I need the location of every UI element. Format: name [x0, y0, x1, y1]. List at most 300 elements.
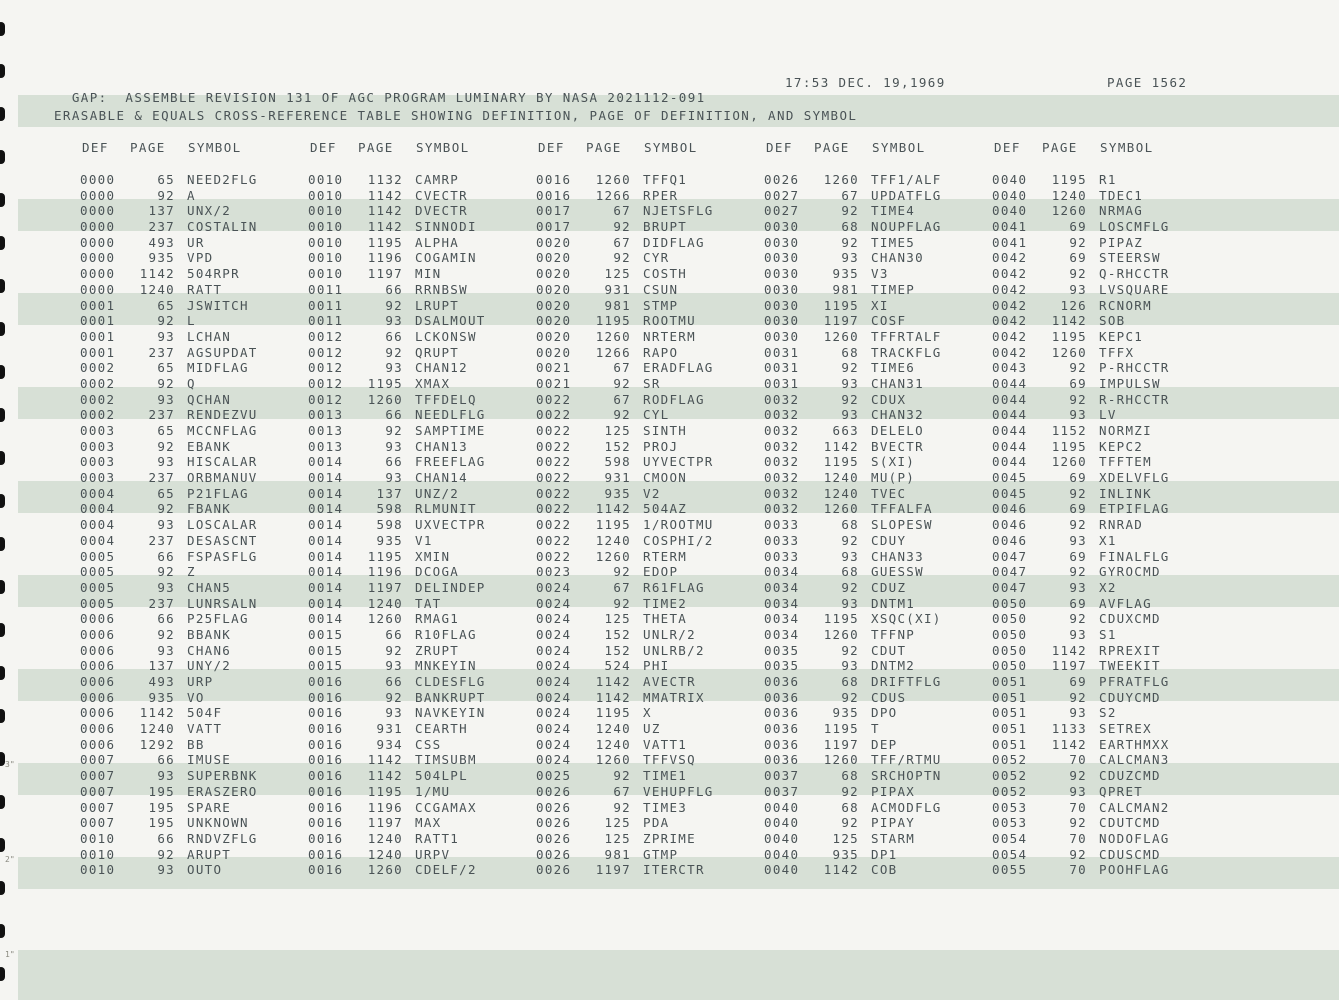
cell-page: 137	[148, 203, 175, 219]
table-row	[992, 329, 1170, 345]
cell-def: 0017	[536, 203, 572, 219]
cell-def: 0016	[308, 768, 344, 784]
cell-page: 1240	[139, 721, 175, 737]
table-row	[536, 627, 714, 643]
table-row	[80, 407, 258, 423]
table-row	[308, 219, 486, 235]
cell-symbol: STEERSW	[1099, 250, 1161, 266]
table-row	[992, 611, 1170, 627]
assembly-info: GAP: ASSEMBLE REVISION 131 OF AGC PROGRAM LUMINARY BY NASA 2021112-091	[71, 90, 706, 105]
cell-symbol: STARM	[871, 830, 916, 846]
cell-symbol: CALCMAN3	[1099, 752, 1170, 768]
cell-page: 93	[841, 595, 859, 611]
cell-def: 0030	[764, 313, 800, 329]
cell-symbol: QRUPT	[415, 344, 460, 360]
cell-page: 92	[1069, 611, 1087, 627]
table-row	[536, 831, 714, 847]
cell-page: 92	[157, 375, 175, 391]
cell-symbol: JSWITCH	[187, 297, 249, 313]
cell-symbol: TIME2	[643, 595, 688, 611]
cell-page: 1142	[367, 752, 403, 768]
cell-symbol: 504AZ	[643, 501, 688, 517]
cell-page: 1260	[595, 172, 631, 187]
cell-def: 0016	[536, 187, 572, 203]
cell-symbol: CHAN32	[871, 407, 924, 423]
cell-def: 0012	[308, 344, 344, 360]
cell-def: 0024	[536, 721, 572, 737]
table-row	[764, 329, 942, 345]
table-row	[764, 454, 942, 470]
cell-page: 1240	[139, 281, 175, 297]
cell-page: 92	[841, 203, 859, 219]
cell-page: 92	[385, 423, 403, 438]
cell-page: 1142	[139, 266, 175, 282]
cell-def: 0050	[992, 611, 1028, 627]
cell-symbol: MNKEYIN	[415, 658, 477, 674]
cell-symbol: EDOP	[643, 564, 679, 580]
cell-def: 0051	[992, 721, 1028, 737]
cell-page: 1142	[1051, 736, 1087, 752]
cell-def: 0051	[992, 689, 1028, 705]
cell-symbol: TFFALFA	[871, 501, 933, 517]
cell-symbol: ITERCTR	[643, 862, 705, 878]
cell-page: 935	[832, 846, 859, 862]
cell-def: 0032	[764, 501, 800, 517]
cell-def: 0024	[536, 579, 572, 595]
cell-def: 0006	[80, 658, 116, 674]
cell-page: 1260	[367, 611, 403, 627]
table-row	[536, 282, 714, 298]
cell-symbol: CVECTR	[415, 187, 468, 203]
table-row	[764, 800, 942, 816]
cell-page: 67	[613, 579, 631, 595]
cell-symbol: FSPASFLG	[187, 548, 258, 564]
cell-def: 0000	[80, 281, 116, 297]
cell-page: 195	[148, 783, 175, 799]
table-row	[308, 486, 486, 502]
table-row	[80, 847, 258, 863]
table-row	[764, 533, 942, 549]
table-row	[308, 345, 486, 361]
cell-def: 0025	[536, 768, 572, 784]
cell-symbol: ZPRIME	[643, 830, 696, 846]
table-row	[308, 831, 486, 847]
table-row	[80, 345, 258, 361]
cell-def: 0046	[992, 517, 1028, 533]
cell-page: 70	[1069, 830, 1087, 846]
cell-symbol: PFRATFLG	[1099, 674, 1170, 689]
cell-page: 1142	[595, 674, 631, 689]
cell-page: 1260	[823, 626, 859, 642]
header-def: DEF	[82, 140, 109, 155]
cell-symbol: KEPC2	[1099, 438, 1144, 454]
cell-page: 67	[613, 234, 631, 250]
cell-def: 0023	[536, 564, 572, 580]
cell-page: 1142	[595, 501, 631, 517]
table-row	[992, 847, 1170, 863]
cell-def: 0022	[536, 423, 572, 438]
table-row	[764, 517, 942, 533]
cell-page: 69	[1069, 250, 1087, 266]
cell-page: 92	[157, 313, 175, 329]
cell-def: 0024	[536, 736, 572, 752]
cell-def: 0006	[80, 736, 116, 752]
cell-def: 0030	[764, 219, 800, 235]
cell-def: 0026	[536, 799, 572, 815]
cell-def: 0033	[764, 532, 800, 548]
cell-def: 0042	[992, 328, 1028, 344]
cell-page: 125	[604, 266, 631, 282]
table-row	[536, 847, 714, 863]
punch-hole	[0, 451, 5, 465]
cell-symbol: VO	[187, 689, 205, 705]
table-row	[308, 658, 486, 674]
cell-def: 0040	[764, 799, 800, 815]
table-row	[536, 705, 714, 721]
table-row	[80, 721, 258, 737]
cell-page: 92	[613, 799, 631, 815]
cell-symbol: TIMSUBM	[415, 752, 477, 768]
cell-def: 0010	[308, 234, 344, 250]
cell-def: 0005	[80, 548, 116, 564]
table-row	[536, 721, 714, 737]
cell-def: 0002	[80, 407, 116, 423]
table-row	[992, 188, 1170, 204]
table-row	[536, 392, 714, 408]
table-row	[80, 674, 258, 690]
table-row	[536, 470, 714, 486]
cell-symbol: 504F	[187, 705, 223, 721]
cell-def: 0036	[764, 705, 800, 721]
cell-def: 0014	[308, 579, 344, 595]
cell-page: 92	[385, 689, 403, 705]
cell-symbol: TFFTEM	[1099, 454, 1152, 470]
table-row	[992, 831, 1170, 847]
cell-page: 93	[157, 642, 175, 658]
cell-symbol: 504RPR	[187, 266, 240, 282]
cell-page: 981	[832, 281, 859, 297]
table-row	[536, 690, 714, 706]
cell-symbol: X2	[1099, 579, 1117, 595]
table-row	[992, 345, 1170, 361]
table-row	[992, 392, 1170, 408]
cell-symbol: MCCNFLAG	[187, 423, 258, 438]
cell-page: 126	[1060, 297, 1087, 313]
cell-symbol: GYROCMD	[1099, 564, 1161, 580]
cell-symbol: CDUTCMD	[1099, 815, 1161, 831]
cell-page: 93	[385, 658, 403, 674]
cell-symbol: SINNODI	[415, 219, 477, 235]
cell-page: 66	[385, 454, 403, 470]
cell-def: 0052	[992, 783, 1028, 799]
cell-symbol: DNTM1	[871, 595, 916, 611]
cell-symbol: QCHAN	[187, 391, 232, 407]
table-row	[80, 188, 258, 204]
cell-symbol: IMUSE	[187, 752, 232, 768]
table-row	[992, 517, 1170, 533]
cell-page: 92	[613, 250, 631, 266]
cell-symbol: 1/ROOTMU	[643, 517, 714, 533]
table-row	[308, 376, 486, 392]
table-row	[536, 376, 714, 392]
table-row	[764, 235, 942, 251]
cell-page: 93	[385, 313, 403, 329]
cell-def: 0016	[308, 830, 344, 846]
cell-symbol: TAT	[415, 595, 442, 611]
table-row	[992, 423, 1170, 439]
cell-def: 0031	[764, 344, 800, 360]
cell-def: 0005	[80, 579, 116, 595]
cell-def: 0046	[992, 501, 1028, 517]
table-row	[80, 596, 258, 612]
cell-symbol: NORMZI	[1099, 423, 1152, 438]
cell-page: 66	[385, 407, 403, 423]
cell-page: 93	[385, 705, 403, 721]
cell-page: 93	[1069, 705, 1087, 721]
cell-def: 0043	[992, 360, 1028, 376]
cell-page: 69	[1069, 470, 1087, 486]
table-row	[80, 658, 258, 674]
table-row	[80, 329, 258, 345]
column-header-group	[310, 140, 470, 155]
cell-def: 0042	[992, 313, 1028, 329]
table-row	[536, 815, 714, 831]
cell-page: 66	[385, 674, 403, 689]
cell-page: 65	[157, 485, 175, 501]
cell-symbol: ROOTMU	[643, 313, 696, 329]
cell-page: 93	[157, 579, 175, 595]
cell-def: 0013	[308, 438, 344, 454]
cell-symbol: UNX/2	[187, 203, 232, 219]
table-row	[992, 407, 1170, 423]
table-row	[536, 862, 714, 878]
cell-def: 0050	[992, 626, 1028, 642]
cell-page: 1240	[1051, 187, 1087, 203]
table-column	[80, 172, 258, 878]
cell-symbol: ALPHA	[415, 234, 460, 250]
cell-page: 92	[613, 219, 631, 235]
table-row	[308, 768, 486, 784]
table-row	[992, 721, 1170, 737]
table-row	[992, 564, 1170, 580]
table-row	[80, 423, 258, 439]
cell-page: 92	[1069, 815, 1087, 831]
cell-page: 1197	[367, 815, 403, 831]
table-row	[764, 690, 942, 706]
cell-def: 0041	[992, 219, 1028, 235]
cell-page: 1196	[367, 564, 403, 580]
cell-def: 0026	[764, 172, 800, 187]
table-row	[308, 172, 486, 188]
cell-def: 0022	[536, 470, 572, 486]
cell-symbol: COSTALIN	[187, 219, 258, 235]
cell-symbol: DIDFLAG	[643, 234, 705, 250]
cell-symbol: UR	[187, 234, 205, 250]
table-row	[308, 752, 486, 768]
cell-def: 0032	[764, 454, 800, 470]
table-row	[992, 784, 1170, 800]
cell-def: 0030	[764, 266, 800, 282]
cell-page: 237	[148, 407, 175, 423]
cell-def: 0032	[764, 391, 800, 407]
cell-page: 524	[604, 658, 631, 674]
table-row	[80, 737, 258, 753]
margin-mark: 3"	[5, 760, 15, 769]
punch-hole	[0, 580, 5, 594]
cell-def: 0013	[308, 423, 344, 438]
cell-def: 0024	[536, 642, 572, 658]
cell-def: 0002	[80, 391, 116, 407]
cell-symbol: COSTH	[643, 266, 688, 282]
cell-def: 0003	[80, 423, 116, 438]
punch-hole	[0, 924, 5, 938]
punch-hole	[0, 365, 5, 379]
table-row	[764, 815, 942, 831]
cell-def: 0040	[992, 203, 1028, 219]
cell-page: 125	[604, 611, 631, 627]
cell-def: 0040	[992, 187, 1028, 203]
cell-page: 1195	[595, 705, 631, 721]
cell-page: 92	[1069, 360, 1087, 376]
column-header-group	[82, 140, 242, 155]
cell-def: 0004	[80, 501, 116, 517]
cell-def: 0016	[308, 752, 344, 768]
cell-page: 92	[841, 234, 859, 250]
cell-symbol: ARUPT	[187, 846, 232, 862]
cell-page: 931	[376, 721, 403, 737]
cell-def: 0002	[80, 360, 116, 376]
cell-def: 0035	[764, 642, 800, 658]
cell-def: 0016	[308, 799, 344, 815]
cell-symbol: ORBMANUV	[187, 470, 258, 486]
table-row	[764, 752, 942, 768]
table-row	[992, 470, 1170, 486]
cell-symbol: NJETSFLG	[643, 203, 714, 219]
table-row	[80, 784, 258, 800]
cell-page: 1195	[595, 313, 631, 329]
table-row	[308, 580, 486, 596]
table-row	[308, 407, 486, 423]
table-row	[992, 752, 1170, 768]
table-row	[992, 627, 1170, 643]
cell-symbol: NRMAG	[1099, 203, 1144, 219]
cell-page: 92	[157, 626, 175, 642]
table-row	[536, 454, 714, 470]
table-row	[308, 517, 486, 533]
header-def: DEF	[538, 140, 565, 155]
cell-page: 1195	[823, 721, 859, 737]
cell-page: 1195	[823, 454, 859, 470]
cell-symbol: CDELF/2	[415, 862, 477, 878]
cell-def: 0024	[536, 626, 572, 642]
cell-def: 0010	[308, 219, 344, 235]
punch-hole	[0, 236, 5, 250]
cell-def: 0020	[536, 297, 572, 313]
cell-symbol: ERASZERO	[187, 783, 258, 799]
table-row	[80, 313, 258, 329]
table-row	[80, 298, 258, 314]
cell-page: 1240	[823, 485, 859, 501]
cell-page: 1260	[823, 172, 859, 187]
cell-def: 0010	[308, 203, 344, 219]
cell-def: 0036	[764, 674, 800, 689]
cell-page: 237	[148, 344, 175, 360]
table-row	[992, 486, 1170, 502]
cell-def: 0022	[536, 532, 572, 548]
table-row	[764, 345, 942, 361]
table-row	[992, 172, 1170, 188]
cell-symbol: ETPIFLAG	[1099, 501, 1170, 517]
table-column	[764, 172, 942, 878]
cell-page: 1197	[367, 579, 403, 595]
cell-def: 0032	[764, 407, 800, 423]
cell-def: 0004	[80, 532, 116, 548]
cell-page: 1152	[1051, 423, 1087, 438]
cell-symbol: MAX	[415, 815, 442, 831]
cell-page: 1195	[1051, 438, 1087, 454]
table-row	[80, 752, 258, 768]
cell-page: 493	[148, 674, 175, 689]
header-page: PAGE	[586, 140, 622, 155]
cell-symbol: TIME6	[871, 360, 916, 376]
table-row	[308, 392, 486, 408]
header-def: DEF	[994, 140, 1021, 155]
table-row	[992, 219, 1170, 235]
punch-hole	[0, 322, 5, 336]
cell-def: 0024	[536, 752, 572, 768]
table-row	[764, 188, 942, 204]
table-row	[80, 203, 258, 219]
cell-page: 70	[1069, 752, 1087, 768]
cell-page: 1195	[595, 517, 631, 533]
cell-symbol: CHAN30	[871, 250, 924, 266]
cell-def: 0004	[80, 485, 116, 501]
cell-page: 67	[841, 187, 859, 203]
cell-page: 237	[148, 532, 175, 548]
cell-symbol: COGAMIN	[415, 250, 477, 266]
table-row	[308, 674, 486, 690]
cell-symbol: POOHFLAG	[1099, 862, 1170, 878]
cell-symbol: GTMP	[643, 846, 679, 862]
cell-def: 0014	[308, 548, 344, 564]
cell-symbol: QPRET	[1099, 783, 1144, 799]
cell-symbol: RAPO	[643, 344, 679, 360]
cell-symbol: HISCALAR	[187, 454, 258, 470]
header-symbol: SYMBOL	[416, 140, 470, 155]
cell-symbol: CDUT	[871, 642, 907, 658]
cell-def: 0012	[308, 328, 344, 344]
cell-symbol: 1/MU	[415, 783, 451, 799]
table-row	[80, 454, 258, 470]
cell-page: 68	[841, 674, 859, 689]
cell-def: 0034	[764, 611, 800, 627]
cell-symbol: IMPULSW	[1099, 375, 1161, 391]
cell-symbol: VPD	[187, 250, 214, 266]
cell-page: 1266	[595, 187, 631, 203]
cell-symbol: CALCMAN2	[1099, 799, 1170, 815]
cell-symbol: UNY/2	[187, 658, 232, 674]
cell-symbol: XMAX	[415, 375, 451, 391]
cell-page: 1260	[367, 862, 403, 878]
column-header-group	[766, 140, 926, 155]
cell-def: 0014	[308, 595, 344, 611]
table-row	[764, 470, 942, 486]
cell-symbol: V2	[643, 485, 661, 501]
table-row	[992, 282, 1170, 298]
header-symbol: SYMBOL	[872, 140, 926, 155]
cell-def: 0001	[80, 313, 116, 329]
cell-def: 0016	[308, 846, 344, 862]
